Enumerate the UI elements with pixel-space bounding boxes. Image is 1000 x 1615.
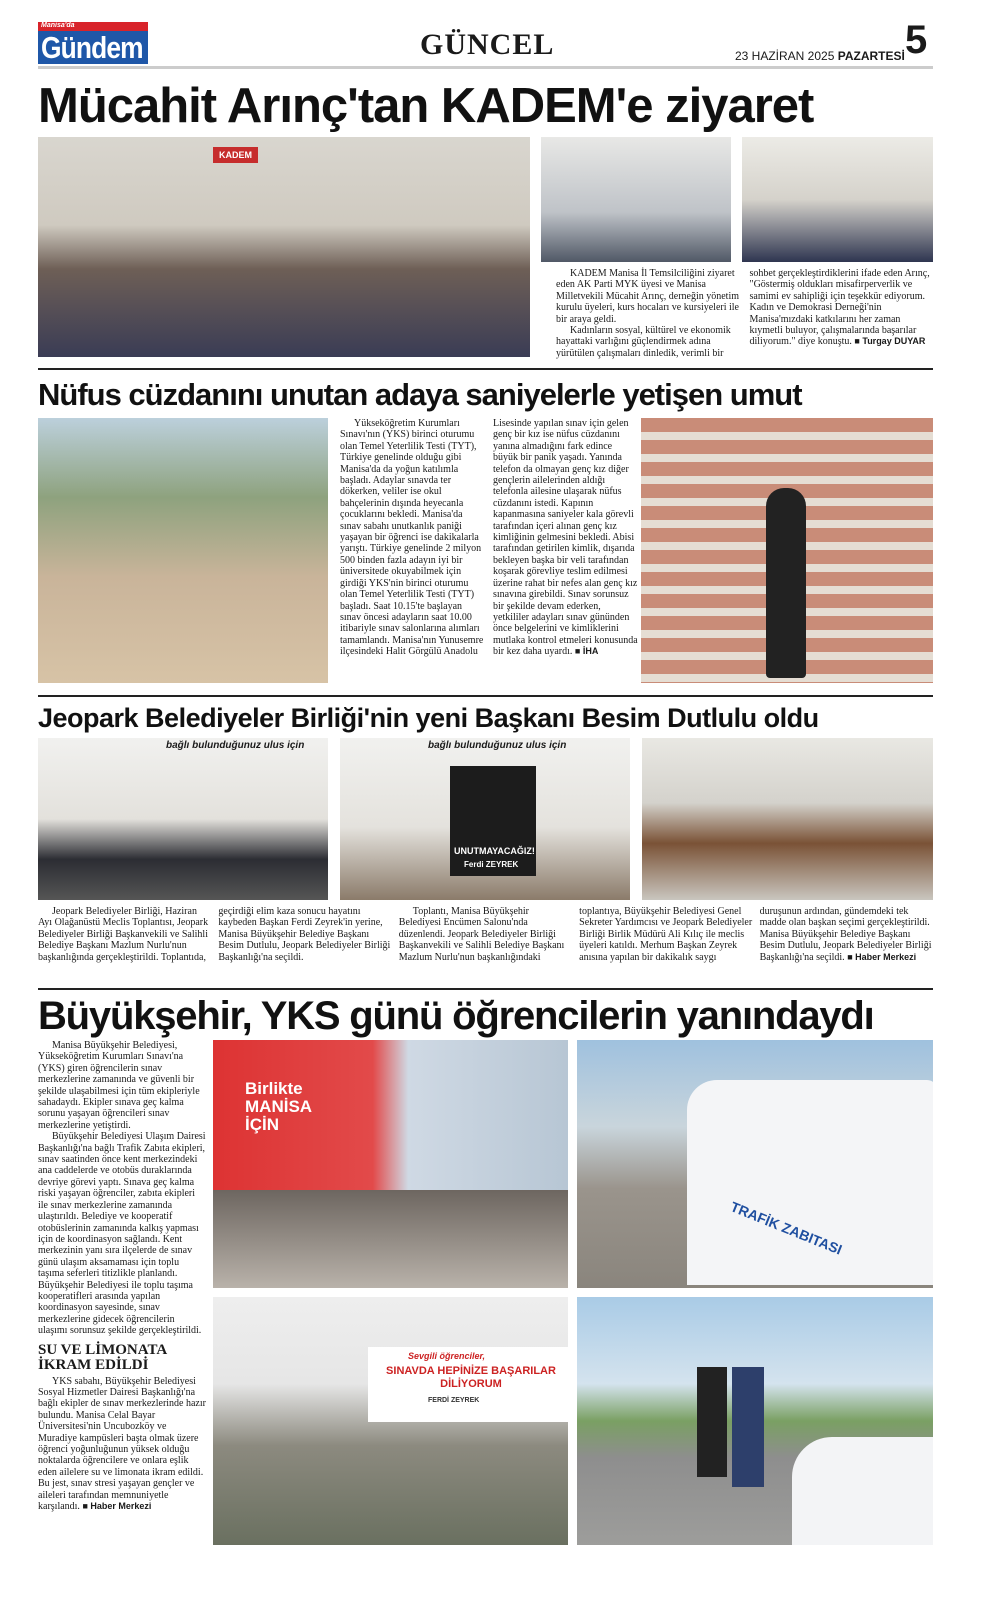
article1-photo-3 [742,137,933,262]
logo-main-text: Gündem [41,30,143,65]
article4-street-photo [577,1297,933,1545]
banner-line1: Sevgili öğrenciler, [408,1351,486,1361]
divider [38,695,933,697]
memorial-text: UNUTMAYACAĞIZ! [454,846,535,856]
page-number: 5 [905,18,928,62]
article4-food-truck-photo [213,1040,568,1288]
date-text: 23 HAZİRAN 2025 [735,49,835,63]
newspaper-logo [38,22,148,64]
article1-paragraph: KADEM Manisa İl Temsilciliğini ziyaret eden AK Parti MYK üyesi ve Manisa Milletvekili Mücahit Arınç, derneğin yönetim kurulu üyeleri, kurs hocaları ve kursiyeleri ile bir araya geldi. [556,268,740,325]
article1-byline: ■ Turgay DUYAR [854,336,926,347]
banner-name: FERDİ ZEYREK [428,1397,480,1404]
article3-paragraph: Toplantı, Manisa Büyükşehir Belediyesi Encümen Salonu'nda düzenlendi. Jeopark Belediyeler Birliği Başkanvekili ve Salihli Belediye Başkanı Mazlum Nurlu'nun başkanlığındaki toplantıya, Büyükşehir Belediyesi Genel Sekreter Yardımcısı ve Jeopark Belediyeler Birliği Birlik Müdürü Ali Kılıç ile meclis üyeleri katıldı. Merhum Başkan Zeyrek anısına yapılan bir dakikalık saygı duruşunun ardından, gündemdeki tek madde olan başkan seçimi gerçekleştirildi. Manisa Büyükşehir Belediye Başkanı Besim Dutlulu, Jeopark Belediyeler Birliği Başkanlığı'na seçildi. [398,906,932,963]
article4-refreshment-stand-photo [213,1297,568,1545]
banner [368,1347,568,1422]
article3-headline: Jeopark Belediyeler Birliği'nin yeni Başkanı Besim Dutlulu oldu [38,703,819,733]
article2-school-gate-photo [38,418,328,683]
article4-paragraph: Manisa Büyükşehir Belediyesi, Yükseköğretim Kurumları Sınavı'na (YKS) giren öğrencilerin sınav merkezlerine zamanında ve güvenli bir şekilde ulaşabilmesi için tüm ekipleriyle sahadaydı. Ekipler sınava geç kalma sorunu yaşayan öğrencileri sınav merkezlerine yetiştirdi. [38,1040,200,1131]
student-figure [766,488,806,678]
crowd [213,1190,568,1288]
divider [38,368,933,370]
banner-text: bağlı bulunduğunuz ulus için [166,740,305,751]
police-car [687,1080,933,1285]
article4-body [38,1040,206,1512]
logo-top-text: Manisa'da [41,22,75,29]
article2-body [340,418,638,688]
memorial-name: Ferdi ZEYREK [464,860,519,869]
issue-date [735,49,905,63]
memorial-portrait [450,766,536,876]
car-label: TRAFİK ZABITASI [728,1198,845,1258]
article3-paragraph: Jeopark Belediyeler Birliği, Haziran Ayı Olağanüstü Meclis Toplantısı, Jeopark Belediyeler Birliği Başkanvekili ve Salihli Belediye Başkanı Mazlum Nurlu'nun başkanlığında gerçekleştirildi. Toplantıda, geçirdiği elim kaza sonucu hayatını kaybeden Başkan Ferdi Zeyrek'in yerine, Manisa Büyükşehir Belediye Başkanı Besim Dutlulu, Jeopark Belediyeler Birliği Başkanlığı'na seçildi. [38,906,391,963]
article3-meeting-photo [642,738,933,900]
banner-text: bağlı bulunduğunuz ulus için [428,740,567,751]
article3-photo-2 [340,738,630,900]
article2-student-photo [641,418,933,683]
article4-headline: Büyükşehir, YKS günü öğrencilerin yanındaydı [38,994,874,1038]
article1-body [556,268,933,360]
article4-subhead: SU VE LİMONATA İKRAM EDİLDİ [38,1341,167,1373]
header-rule [38,66,933,69]
article4-paragraph: Büyükşehir Belediyesi Ulaşım Dairesi Başkanlığı'na bağlı Trafik Zabıta ekipleri, sınav saatinden önce kent merkezindeki ana caddelerde ve otobüs duraklarında devriye görevi yaptı. Sınava geç kalma riski yaşayan öğrenciler, zabıta ekipleri ile sınav merkezlerine zamanında ulaştırıldı. Belediye ve kooperatif otobüslerinin zamanında kalkış yapması için de koordinasyon sağlandı. Kent merkezinin yanı sıra ilçelerde de sınav günü ulaşım aksamaması için toplu taşıma seferleri titizlikle planlandı. Büyükşehir Belediyesi ile toplu taşıma kooperatifleri arasında yapılan koordinasyon sayesinde, sınav merkezlerine gidecek öğrencilerin ulaşımı sorunsuz şekilde gerçekleştirildi. [38,1131,206,1337]
section-title: GÜNCEL [420,28,555,61]
student-figure [697,1367,727,1477]
day-text: PAZARTESİ [837,49,905,63]
truck-sign: Birlikte MANİSA İÇİN [245,1079,312,1134]
article1-photo-2 [541,137,731,262]
divider [38,988,933,990]
kadem-sign: KADEM [213,147,258,163]
banner-line2: SINAVDA HEPİNİZE BAŞARILAR DİLİYORUM [386,1365,556,1390]
article3-byline: ■ Haber Merkezi [847,951,917,962]
article1-main-photo [38,137,530,357]
article4-byline: ■ Haber Merkezi [82,1501,152,1512]
article3-photo-1 [38,738,328,900]
article1-headline: Mücahit Arınç'tan KADEM'e ziyaret [38,79,814,133]
article2-headline: Nüfus cüzdanını unutan adaya saniyelerle yetişen umut [38,377,802,412]
article4-paragraph: YKS sabahı, Büyükşehir Belediyesi Sosyal Hizmetler Dairesi Başkanlığı'na bağlı ekipler de sınav merkezlerinde hazır bulundu. Manisa Celal Bayar Üniversitesi'nin Uncubozköy ve Muradiye kampüsleri başta olmak üzere öğrenci yoğunluğunun yüksek olduğu noktalarda öğrencilere ve onlara eşlik eden ailelere su ve limonata ikram edildi. Bu jest, sınav stresi yaşayan gençler ve aileleri tarafından memnuniyetle karşılandı. [38,1375,206,1513]
article3-body [38,906,933,978]
article1-paragraph: Kadınların sosyal, kültürel ve ekonomik hayattaki varlığını güçlendirmek adına yürütülen çalışmaları dinledik, verimli bir sohbet gerçekleştirdiklerini ifade eden Arınç, "Göstermiş oldukları misafirperverlik ve samimi ev sahipliği için teşekkür ediyorum. Kadın ve Demokrasi Derneği'nin Manisa'mızdaki katkılarını her zaman kıymetli buluyor, çalışmalarında başarılar diliyorum." diye konuştu. [556,268,930,359]
police-car [792,1437,933,1545]
article2-paragraph: Yükseköğretim Kurumları Sınavı'nın (YKS) birinci oturumu olan Temel Yeterlilik Testi (TYT), Türkiye genelinde olduğu gibi Manisa'da da yoğun katılımla başladı. Adaylar sınavda ter dökerken, veliler ise okul bahçelerinin dışında heyecanla çocuklarını bekledi. Manisa'da sınav sabahı unutkanlık paniği yaşayan bir öğrenci ise dakikalarla yarıştı. Türkiye genelinde 2 milyon 500 binden fazla adayın iyi bir üniversitede okuyabilmek için girdiği YKS'nin birinci oturumu olan Temel Yeterlilik Testi (TYT) başladı. Saat 10.15'te başlayan sınav öncesi adayların saat 10.00 itibariyle sınav salonlarına alımları tamamlandı. Manisa'nın Yunusemre ilçesindeki Halit Görgülü Anadolu Lisesinde yapılan sınav için gelen genç bir kız ise nüfus cüzdanını yanına almadığını fark edince büyük bir panik yaşadı. Yanında telefon da olmayan genç kız diğer gençlerin ailelerinden aldığı telefonla ailesine ulaşarak nüfus cüzdanını istedi. Kapının kapanmasına saniyeler kala görevli tarafından içeri alınan genç kız kimliğinin gelmesini bekledi. Abisi tarafından getirilen kimlik, dışarıda bekleyen başka bir veli tarafından koşarak görevliye teslim edilmesi üzerine rahat bir nefes alan genç kız sınavına girebildi. Sınav sorunsuz bir şekilde devam ederken, yetkililer adayları sınav gününden önce belgelerini ve kimliklerini mutlaka kontrol etmeleri konusunda bir kez daha uyardı. [340,418,638,658]
article4-traffic-police-photo [577,1040,933,1288]
officer-figure [732,1367,764,1487]
article2-byline: ■ İHA [574,646,599,657]
